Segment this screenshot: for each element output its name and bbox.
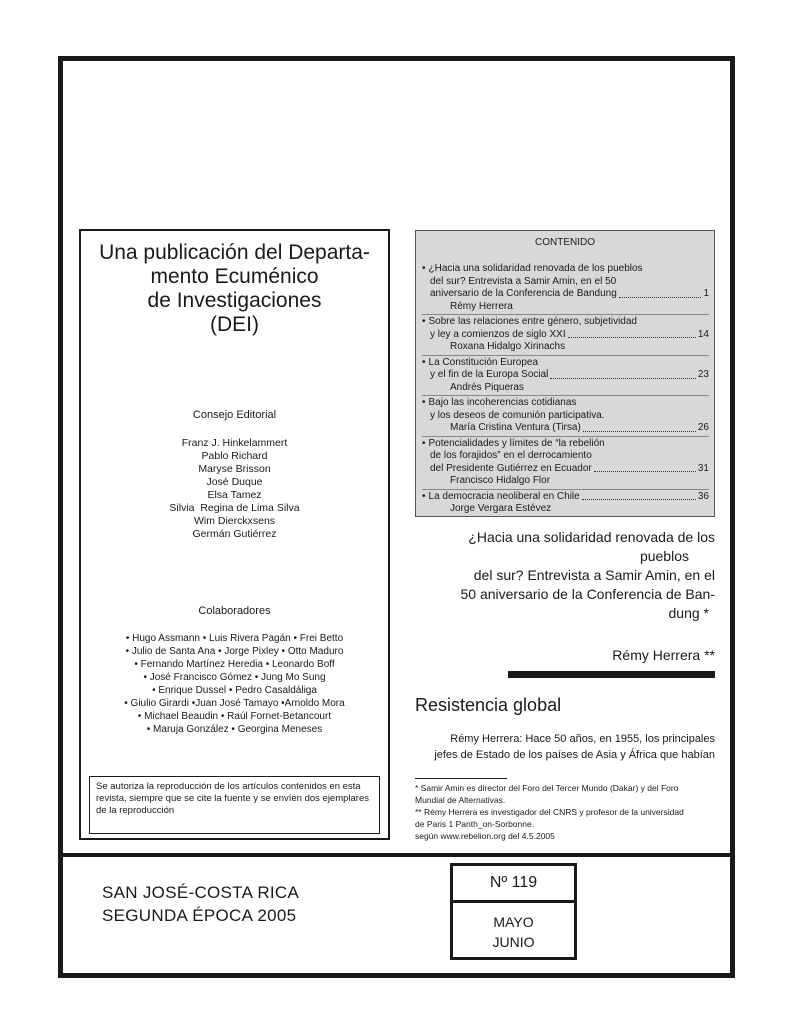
article-title-line: pueblos xyxy=(639,548,689,564)
toc-page-number: 23 xyxy=(697,369,709,380)
toc-item[interactable] xyxy=(422,263,709,315)
toc-item-line: Potencialidades y límites de “la rebelión xyxy=(428,437,605,449)
toc-item-line: La democracia neoliberal en Chile xyxy=(428,490,580,502)
colaboradores-line: • Enrique Dussel • Pedro Casaldáliga xyxy=(152,685,317,696)
toc-item-line: aniversario de la Conferencia de Bandung xyxy=(430,288,617,299)
footnote-line: * Samir Amin es director del Foro del Tercer Mundo (Dakar) y del Foro xyxy=(415,783,679,793)
colaboradores-list xyxy=(81,632,388,736)
toc-item[interactable] xyxy=(422,357,709,397)
bullet-icon: • xyxy=(422,263,426,274)
footnote-line: ** Rémy Herrera es investigador del CNRS y profesor de la universidad xyxy=(415,807,684,817)
publisher-title-line: de Investigaciones xyxy=(147,289,322,312)
leader-dots xyxy=(583,422,696,432)
toc-page-number: 26 xyxy=(697,422,709,433)
issue-months xyxy=(453,912,574,952)
colaboradores-line: • Michael Beaudin • Raúl Fornet-Betancourt xyxy=(137,711,332,722)
contents-heading: CONTENIDO xyxy=(535,237,595,248)
colaboradores-line: • Julio de Santa Ana • Jorge Pixley • Otto Maduro xyxy=(125,646,344,657)
reproduction-notice: Se autoriza la reproducción de los artículos contenidos en esta revista, siempre que se cite la fuente y se envíen dos ejemplares de la reproducción xyxy=(89,776,380,834)
colaboradores-line: • Fernando Martínez Heredia • Leonardo Boff xyxy=(134,659,335,670)
article-title xyxy=(418,528,715,623)
toc-item-line: del Presidente Gutiérrez en Ecuador xyxy=(430,462,592,474)
toc-item-line: y el fin de la Europa Social xyxy=(430,369,549,380)
footnote-line: Mundial de Alternativas. xyxy=(415,795,506,805)
toc-list xyxy=(422,263,709,518)
consejo-member: Pablo Richard xyxy=(201,450,268,462)
consejo-member: Silvia Regina de Lima Silva xyxy=(169,502,300,514)
editorial-box xyxy=(79,229,390,840)
toc-item-line: y los deseos de comunión participativa. xyxy=(430,409,605,421)
publisher-title-line: mento Ecuménico xyxy=(150,265,319,288)
toc-item-line: del sur? Entrevista a Samir Amin, en el 50 xyxy=(430,275,617,287)
publication-place xyxy=(102,881,299,927)
issue-month: MAYO xyxy=(493,914,534,930)
toc-item[interactable] xyxy=(422,438,709,490)
body-line: Rémy Herrera: Hace 50 años, en 1955, los principales xyxy=(450,733,715,745)
consejo-list xyxy=(81,437,388,541)
consejo-member: Franz J. Hinkelammert xyxy=(181,437,288,449)
publisher-title-line: (DEI) xyxy=(210,313,259,336)
toc-item-line: La Constitución Europea xyxy=(428,356,539,368)
toc-author: Rémy Herrera xyxy=(450,300,513,312)
article-title-line: ¿Hacia una solidaridad renovada de los xyxy=(468,529,715,545)
colaboradores-line: • José Francisco Gómez • Jung Mo Sung xyxy=(143,672,326,683)
toc-item-line: Bajo las incoherencias cotidianas xyxy=(428,397,577,408)
footnote-line: de Paris 1 Panth_on-Sorbonne. xyxy=(415,819,535,829)
issue-box xyxy=(450,863,577,960)
edition-line: SEGUNDA ÉPOCA 2005 xyxy=(102,906,297,925)
bullet-icon: • xyxy=(422,316,426,327)
bullet-icon: • xyxy=(422,356,426,368)
toc-page-number: 36 xyxy=(697,490,709,502)
consejo-member: Wim Dierckxsens xyxy=(193,515,276,527)
article-title-line: del sur? Entrevista a Samir Amin, en el xyxy=(473,567,715,583)
colaboradores-line: • Maruja González • Georgina Meneses xyxy=(146,724,323,735)
toc-author: Roxana Hidalgo Xirinachs xyxy=(450,341,566,352)
toc-page-number: 1 xyxy=(703,288,709,299)
issue-month: JUNIO xyxy=(492,934,535,950)
body-line: jefes de Estado de los países de Asia y África que habían xyxy=(434,749,715,761)
bullet-icon: • xyxy=(422,437,426,449)
toc-item[interactable] xyxy=(422,491,709,517)
place-line: SAN JOSÉ-COSTA RICA xyxy=(102,883,300,902)
article-body xyxy=(415,731,715,763)
article-author: Rémy Herrera ** xyxy=(612,647,715,663)
leader-dots xyxy=(582,491,696,501)
consejo-member: Germán Gutiérrez xyxy=(192,528,277,540)
section-title: Resistencia global xyxy=(415,695,562,715)
toc-item-line: y ley a comienzos de siglo XXI xyxy=(430,328,566,340)
bullet-icon: • xyxy=(422,397,426,408)
toc-item[interactable] xyxy=(422,397,709,437)
consejo-member: Maryse Brisson xyxy=(198,463,271,475)
contents-box xyxy=(415,230,715,517)
consejo-member: Elsa Tamez xyxy=(207,489,262,501)
toc-author: Francisco Hidalgo Flor xyxy=(450,475,551,486)
toc-author: Andrés Piqueras xyxy=(450,381,524,393)
issue-number: Nº 119 xyxy=(453,866,574,903)
footnotes xyxy=(415,782,715,842)
article-title-line: dung * xyxy=(668,605,709,621)
colaboradores-heading: Colaboradores xyxy=(198,605,271,617)
toc-author: Jorge Vergara Estévez xyxy=(450,503,552,514)
article-title-line: 50 aniversario de la Conferencia de Ban- xyxy=(460,586,715,602)
footnote-line: según www.rebelion.org del 4.5.2005 xyxy=(415,831,555,841)
toc-item-line: ¿Hacia una solidaridad renovada de los pueblos xyxy=(428,263,643,274)
colaboradores-line: • Giulio Girardi •Juan José Tamayo •Arnoldo Mora xyxy=(124,698,345,709)
toc-item-line: de los forajidos” en el derrocamiento xyxy=(430,450,592,461)
author-rule xyxy=(508,671,715,678)
leader-dots xyxy=(594,463,696,473)
toc-page-number: 14 xyxy=(697,328,709,340)
consejo-member: José Duque xyxy=(206,476,263,488)
bullet-icon: • xyxy=(422,490,426,502)
footer-divider xyxy=(58,853,735,857)
toc-item[interactable] xyxy=(422,316,709,356)
colaboradores-line: • Hugo Assmann • Luis Rivera Pagán • Frei Betto xyxy=(125,633,344,644)
leader-dots xyxy=(568,329,696,339)
publisher-title xyxy=(81,241,388,337)
publisher-title-line: Una publicación del Departa- xyxy=(99,241,370,264)
toc-item-line: María Cristina Ventura (Tirsa) xyxy=(450,422,581,433)
toc-page-number: 31 xyxy=(697,462,709,474)
consejo-heading: Consejo Editorial xyxy=(192,409,277,421)
leader-dots xyxy=(550,369,695,379)
footnote-rule xyxy=(415,778,507,779)
toc-item-line: Sobre las relaciones entre género, subjetividad xyxy=(428,316,637,327)
leader-dots xyxy=(619,288,702,298)
